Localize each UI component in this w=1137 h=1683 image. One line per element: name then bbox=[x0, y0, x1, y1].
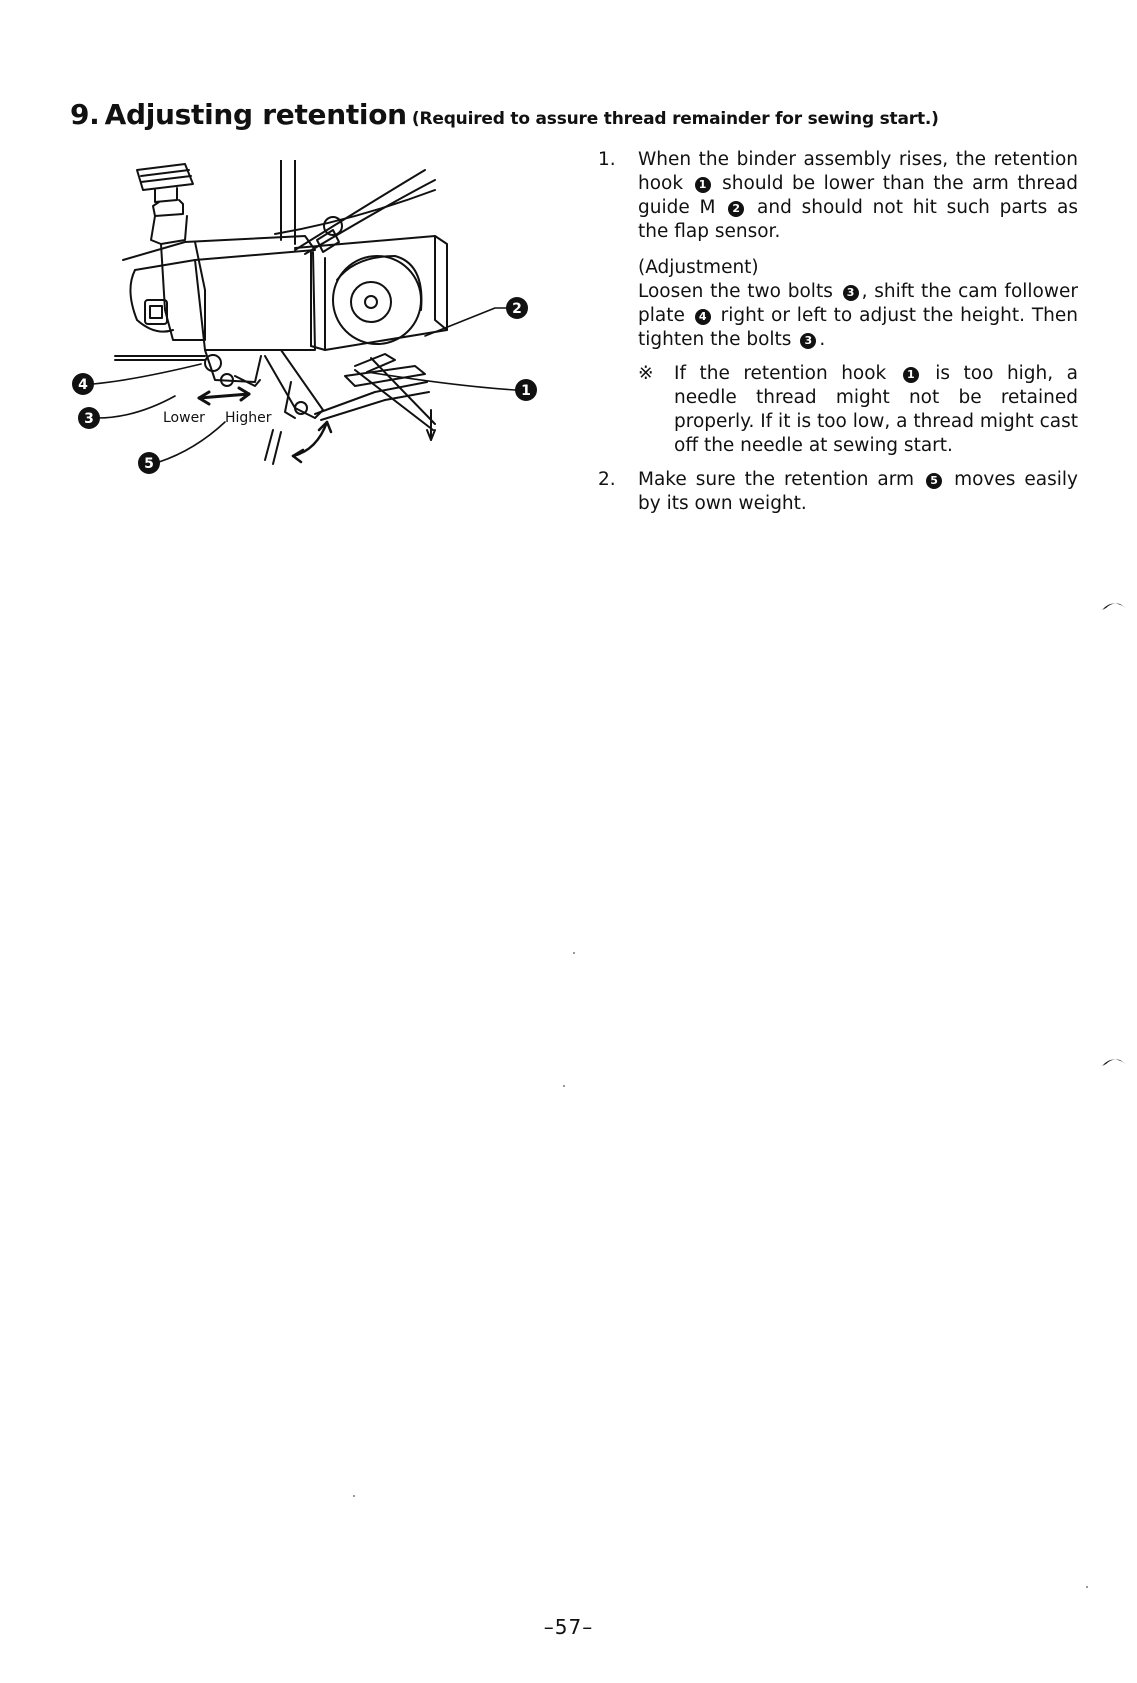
callout-5-label: 5 bbox=[144, 456, 154, 472]
callout-3 bbox=[78, 407, 100, 429]
step-2 bbox=[598, 468, 1078, 516]
callout-2 bbox=[506, 297, 528, 319]
callout-3-label: 3 bbox=[84, 411, 94, 427]
callout-1-label: 1 bbox=[521, 383, 531, 399]
scan-speck bbox=[1086, 1586, 1088, 1588]
adjustment-text bbox=[638, 280, 1078, 352]
binding-mark-icon bbox=[1100, 1052, 1130, 1068]
step-2-text-b: moves easily by its own weight. bbox=[638, 469, 1078, 514]
step-2-text bbox=[638, 468, 1078, 516]
step-1-number: 1. bbox=[598, 149, 616, 170]
note-text-b: is too high, a needle thread might not be retained properly. If it is too low, a thread might cast off the needle at sewing start. bbox=[674, 363, 1079, 456]
adj-text-b: , shift the cam follower plate bbox=[638, 281, 1078, 326]
step-1-text-c: and should not hit such parts as the flap sensor. bbox=[638, 197, 1078, 242]
label-higher: Higher bbox=[225, 410, 272, 426]
reference-mark-icon: ※ bbox=[638, 363, 654, 384]
step-1-text-a: When the binder assembly rises, the retention hook bbox=[638, 149, 1078, 194]
adj-text-c: right or left to adjust the height. Then tighten the bolts bbox=[638, 305, 1078, 350]
retention-illustration bbox=[55, 160, 615, 530]
ref-5-icon: 5 bbox=[926, 473, 942, 489]
scan-speck bbox=[563, 1085, 565, 1087]
step-2-text-a: Make sure the retention arm bbox=[638, 469, 915, 490]
binding-mark-icon bbox=[1100, 596, 1130, 612]
adj-text-d: . bbox=[819, 329, 826, 350]
step-1-text bbox=[638, 148, 1078, 244]
ref-1-icon: 1 bbox=[695, 177, 711, 193]
adjustment-label: (Adjustment) bbox=[638, 257, 759, 278]
callout-5 bbox=[138, 452, 160, 474]
note-text bbox=[674, 362, 1078, 458]
ref-4-icon: 4 bbox=[695, 309, 711, 325]
note-ref-1-icon: 1 bbox=[903, 367, 919, 383]
page-number: –57– bbox=[543, 1615, 594, 1639]
callout-4 bbox=[72, 373, 94, 395]
ref-2-icon: 2 bbox=[728, 201, 744, 217]
ref-3b-icon: 3 bbox=[800, 333, 816, 349]
section-number: 9. bbox=[70, 98, 100, 131]
callout-4-label: 4 bbox=[78, 377, 88, 393]
mechanism-drawing bbox=[55, 160, 615, 530]
step-2-number: 2. bbox=[598, 469, 616, 490]
callout-2-label: 2 bbox=[512, 301, 522, 317]
instructions bbox=[598, 148, 1078, 516]
section-subtitle: (Required to assure thread remainder for sewing start.) bbox=[411, 109, 939, 129]
step-1-text-b: should be lower than the arm thread guide M bbox=[638, 173, 1078, 218]
scan-speck bbox=[573, 952, 575, 954]
callout-1 bbox=[515, 379, 537, 401]
adj-text-a: Loosen the two bolts bbox=[638, 281, 833, 302]
label-lower: Lower bbox=[163, 410, 205, 426]
section-title: Adjusting retention bbox=[104, 98, 407, 131]
ref-3-icon: 3 bbox=[843, 285, 859, 301]
note-text-a: If the retention hook bbox=[674, 363, 887, 384]
note bbox=[638, 362, 1078, 458]
step-1 bbox=[598, 148, 1078, 458]
section-heading bbox=[70, 98, 939, 131]
scan-speck bbox=[353, 1495, 355, 1497]
